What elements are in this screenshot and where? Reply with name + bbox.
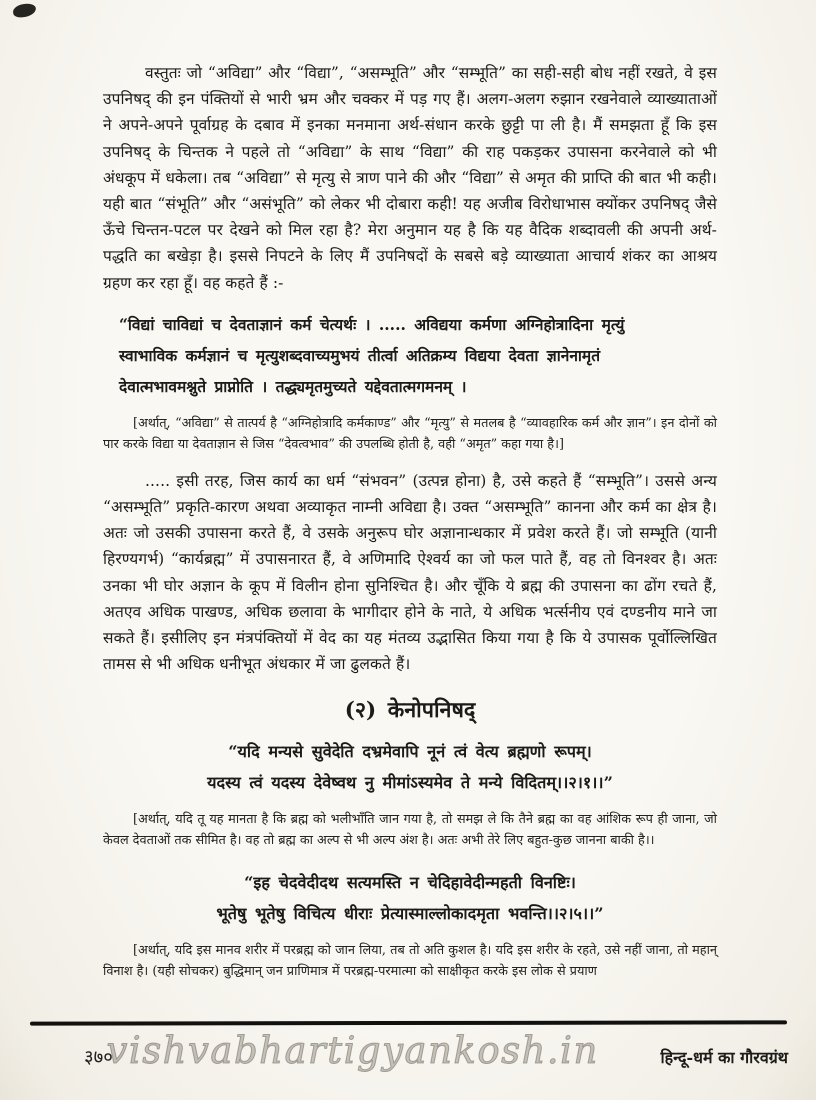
sanskrit-verse-shankara-commentary	[119, 309, 717, 402]
page-number: ३७०	[84, 1047, 113, 1068]
page-text-column	[103, 60, 717, 982]
book-title-running-footer: हिन्दू-धर्म का गौरवग्रंथ	[660, 1048, 788, 1067]
verse-line: “विद्यां चाविद्यां च देवताज्ञानं कर्म चेत्यर्थः । ..... अविद्यया कर्मणा अग्निहोत्रादिना मृत्युं	[119, 314, 625, 334]
sanskrit-verse-kena-2-5	[103, 868, 717, 929]
verse-line: देवात्मभावमश्नुते प्राप्नोति । तद्ध्यमृतमुच्यते यद्देवतात्मगमनम् ।	[119, 376, 467, 396]
website-watermark: vishvabhartigyankosh.in	[106, 1029, 599, 1072]
translation-note-3: [अर्थात्, यदि इस मानव शरीर में परब्रह्म को जान लिया, तब तो अति कुशल है। यदि इस शरीर के रहते, उसे नहीं जाना, तो महान् विनाश है। (यही सोचकर) बुद्धिमान् जन प्राणिमात्र में परब्रह्म-परमात्मा को साक्षीकृत करके इस लोक से प्रयाण	[103, 943, 717, 980]
translation-note-1: [अर्थात्, “अविद्या” से तात्पर्य है “अग्निहोत्रादि कर्मकाण्ड” और “मृत्यु” से मतलब है “व्यावहारिक कर्म और ज्ञान”। इन दोनों को पार करके विद्या या देवताज्ञान से जिस “देवत्वभाव” की उपलब्धि होती है, वही “अमृत” कहा गया है।]	[103, 415, 717, 452]
verse-line: यदस्य त्वं यदस्य देवेष्वथ नु मीमांऽस्यमेव ते मन्ये विदितम्।।२।१।।”	[207, 772, 613, 792]
translation-note-2: [अर्थात्, यदि तू यह मानता है कि ब्रह्म को भलीभाँति जान गया है, तो समझ ले कि तैने ब्रह्म का वह आंशिक रूप ही जाना, जो केवल देवताओं तक सीमित है। वह तो ब्रह्म का अल्प से भी अल्प अंश है। अतः अभी तेरे लिए बहुत-कुछ जानना बाकी है।।	[103, 812, 717, 849]
verse-line: स्वाभाविक कर्मज्ञानं च मृत्युशब्दवाच्यमुभयं तीर्त्वा अतिक्रम्य विद्यया देवता ज्ञानेनामृतं	[119, 345, 601, 365]
page-footer	[30, 1029, 788, 1072]
ink-smudge-mark	[12, 3, 36, 19]
section-heading-kenopanishad: (२) केनोपनिषद्	[344, 698, 476, 724]
sanskrit-verse-kena-2-1	[103, 737, 717, 798]
verse-line: “यदि मन्यसे सुवेदेति दभ्रमेवापि नूनं त्वं वेत्य ब्रह्मणो रूपम्।	[228, 742, 592, 762]
verse-line: “इह चेदवेदीदथ सत्यमस्ति न चेदिहावेदीन्महती विनष्टिः।	[244, 873, 576, 893]
verse-line: भूतेषु भूतेषु विचित्य धीराः प्रेत्यास्माल्लोकादमृता भवन्ति।।२।५।।”	[216, 903, 604, 923]
paragraph-avidya-vidya: वस्तुतः जो “अविद्या” और “विद्या”, “असम्भूति” और “सम्भूति” का सही-सही बोध नहीं रखते, वे इस उपनिषद् की इन पंक्तियों से भारी भ्रम और चक्कर में पड़ गए हैं। अलग-अलग रुझान रखनेवाले व्याख्याताओं ने अपने-अपने पूर्वाग्रह के दबाव में इनका मनमाना अर्थ-संधान करके छुट्टी पा ली है। मैं समझता हूँ कि इस उपनिषद् के चिन्तक ने पहले तो “अविद्या” के साथ “विद्या” की राह पकड़कर उपासना करनेवाले को भी अंधकूप में धकेला। तब “अविद्या” से मृत्यु से त्राण पाने की और “विद्या” से अमृत की प्राप्ति की बात भी कही। यही बात “संभूति” और “असंभूति” को लेकर भी दोबारा कही! यह अजीब विरोधाभास क्योंकर उपनिषद् जैसे ऊँचे चिन्तन-पटल पर देखने को मिल रहा है? मेरा अनुमान यह है कि यह वैदिक शब्दावली की अपनी अर्थ-पद्धति का बखेड़ा है। इससे निपटने के लिए मैं उपनिषदों के सबसे बड़े व्याख्याता आचार्य शंकर का आश्रय ग्रहण कर रहा हूँ। वह कहते हैं :-	[103, 64, 717, 292]
footer-divider-rule	[30, 1020, 787, 1025]
paragraph-sambhuti-asambhuti: ..... इसी तरह, जिस कार्य का धर्म “संभवन” (उत्पन्न होना) है, उसे कहते हैं “सम्भूति”। उससे अन्य “असम्भूति” प्रकृति-कारण अथवा अव्याकृत नाम्नी अविद्या है। उक्त “असम्भूति” कानना और कर्म का क्षेत्र है। अतः जो उसकी उपासना करते हैं, वे उसके अनुरूप घोर अज्ञानान्धकार में प्रवेश करते हैं। जो सम्भूति (यानी हिरण्यगर्भ) “कार्यब्रह्म” में उपासनारत हैं, वे अणिमादि ऐश्वर्य का जो फल पाते हैं, वह तो विनश्वर है। अतः उनका भी घोर अज्ञान के कूप में विलीन होना सुनिश्चित है। और चूँकि ये ब्रह्म की उपासना का ढोंग रचते हैं, अतएव अधिक पाखण्ड, अधिक छलावा के भागीदार होने के नाते, ये अधिक भर्त्सनीय एवं दण्डनीय माने जा सकते हैं। इसीलिए इन मंत्रपंक्तियों में वेद का यह मंतव्य उद्भासित किया गया है कि ये उपासक पूर्वोल्लिखित तामस से भी अधिक धनीभूत अंधकार में जा ढुलकते हैं।	[103, 471, 717, 674]
